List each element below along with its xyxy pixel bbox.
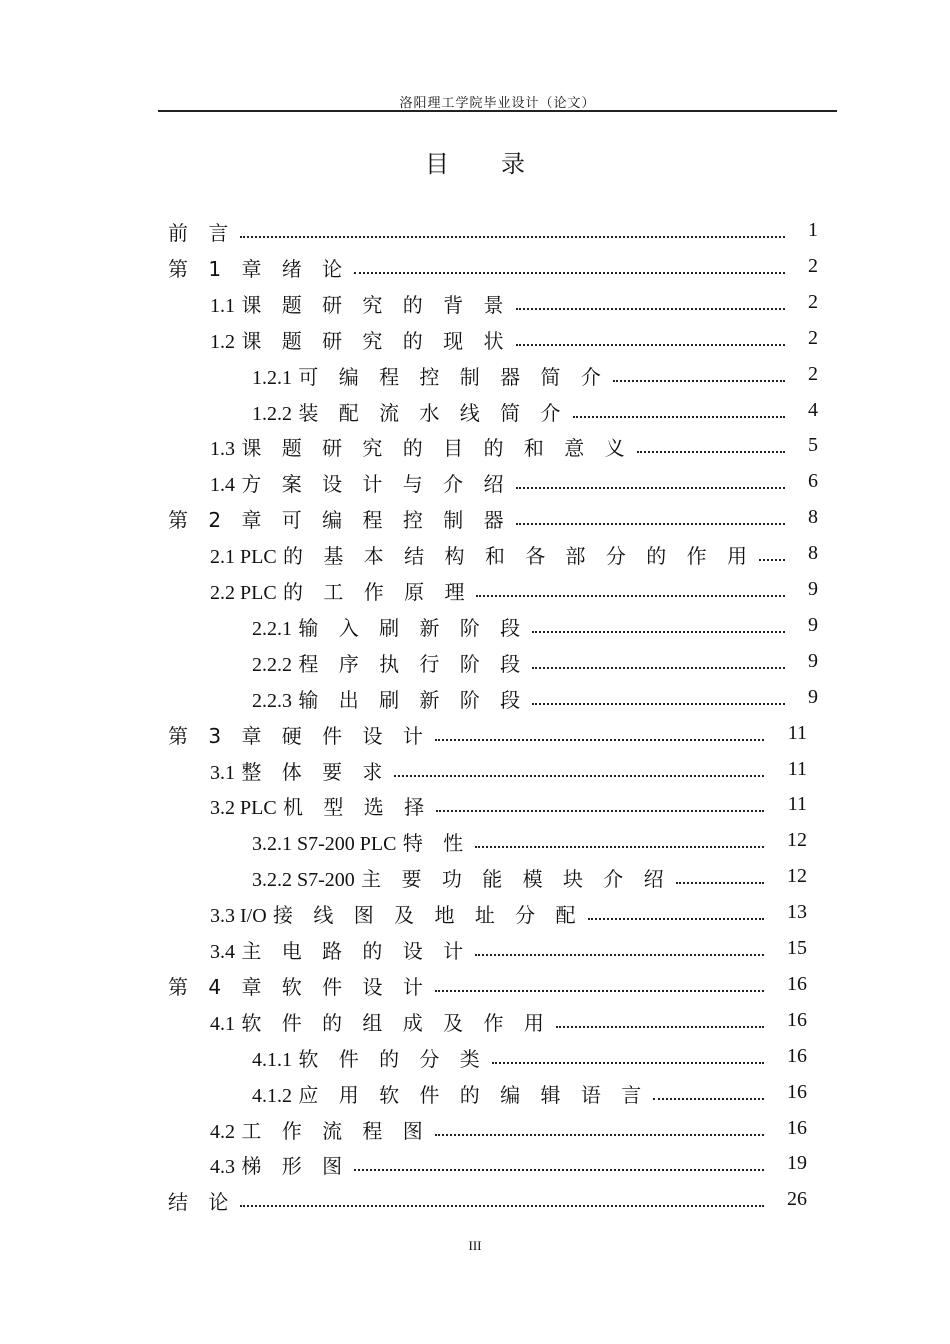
- toc-entry-label: [210, 540, 747, 569]
- header-rule: [158, 110, 837, 112]
- toc-entry[interactable]: [0, 1039, 950, 1075]
- toc-entry-number: 4.1: [210, 1012, 235, 1035]
- toc-leader-dots: [516, 344, 785, 346]
- toc-entry[interactable]: [0, 967, 950, 1003]
- toc-entry[interactable]: [0, 464, 950, 500]
- toc-entry-label: [252, 612, 520, 641]
- toc-entry-number: 1.1: [210, 294, 235, 317]
- toc-entry-label: [252, 863, 664, 892]
- toc-entry-page: 9: [808, 613, 818, 636]
- toc-entry-text: 输 出 刷 新 阶 段: [298, 687, 521, 712]
- toc-entry-text: 软 件 的 分 类: [298, 1046, 480, 1071]
- toc-entry-page: 11: [787, 793, 807, 816]
- toc-leader-dots: [436, 810, 764, 812]
- toc-entry-page: 16: [787, 1044, 807, 1067]
- toc-leader-dots: [532, 631, 785, 633]
- toc-entry[interactable]: [0, 285, 950, 321]
- toc-entry-page: 5: [808, 434, 818, 457]
- toc-entry-number: 3.2.1 S7-200 PLC: [252, 833, 397, 856]
- toc-entry-label: [168, 971, 423, 1000]
- toc-leader-dots: [532, 667, 785, 669]
- toc-entry-text: 梯 形 图: [241, 1154, 343, 1179]
- toc-entry-number: 2.2.3: [252, 689, 292, 712]
- toc-entry-number: 1.2.2: [252, 402, 292, 425]
- toc-entry-label: [252, 648, 520, 677]
- toc-leader-dots: [492, 1062, 764, 1064]
- toc-entry-text: 整 体 要 求: [241, 759, 383, 784]
- toc-leader-dots: [676, 882, 764, 884]
- toc-entry-label: [210, 1150, 342, 1179]
- toc-entry-label: [210, 432, 625, 461]
- toc-entry-page: 2: [808, 254, 818, 277]
- toc-entry-number: 1.4: [210, 474, 235, 497]
- toc-entry[interactable]: [0, 536, 950, 572]
- toc-entry-label: [210, 899, 576, 928]
- toc-entry-page: 2: [808, 362, 818, 385]
- toc-entry-number: 3.3 I/O: [210, 905, 267, 928]
- toc-leader-dots: [613, 380, 785, 382]
- toc-leader-dots: [759, 559, 785, 561]
- toc-leader-dots: [637, 451, 785, 453]
- toc-entry[interactable]: [0, 716, 950, 752]
- toc-entry-page: 4: [808, 398, 818, 421]
- toc-entry[interactable]: [0, 393, 950, 429]
- toc-entry-text: 第 2 章 可 编 程 控 制 器: [168, 508, 504, 533]
- toc-entry-text: 可 编 程 控 制 器 简 介: [298, 364, 601, 389]
- toc-entry-text: 程 序 执 行 阶 段: [298, 651, 521, 676]
- toc-entry-number: 4.1.1: [252, 1048, 292, 1071]
- toc-entry-page: 2: [808, 326, 818, 349]
- toc-leader-dots: [516, 523, 785, 525]
- toc-title-char-2: 录: [501, 150, 525, 178]
- toc-entry-text: 装 配 流 水 线 简 介: [298, 400, 561, 425]
- toc-entry[interactable]: [0, 249, 950, 285]
- toc-entry-label: [252, 827, 463, 856]
- toc-leader-dots: [476, 595, 785, 597]
- toc-entry-page: 11: [787, 721, 807, 744]
- toc-entry-text: 接 线 图 及 地 址 分 配: [273, 903, 576, 928]
- toc-entry[interactable]: [0, 500, 950, 536]
- toc-entry-number: 3.2 PLC: [210, 797, 277, 820]
- toc-leader-dots: [475, 954, 764, 956]
- toc-entry-number: 2.2.2: [252, 653, 292, 676]
- toc-entry-label: [252, 684, 520, 713]
- toc-entry-text: 输 入 刷 新 阶 段: [298, 615, 521, 640]
- toc-entry-number: 4.2: [210, 1120, 235, 1143]
- toc-entry[interactable]: [0, 321, 950, 357]
- toc-entry-page: 15: [787, 937, 807, 959]
- toc-entry[interactable]: [0, 895, 950, 931]
- toc-entry-text: 机 型 选 择: [283, 795, 425, 820]
- toc-leader-dots: [394, 775, 764, 777]
- toc-entry-text: 课 题 研 究 的 现 状: [241, 328, 504, 353]
- toc-entry-page: 2: [808, 290, 818, 313]
- toc-entry-label: [210, 935, 463, 964]
- toc-leader-dots: [354, 1169, 764, 1171]
- toc-entry-text: 主 电 路 的 设 计: [241, 939, 464, 963]
- toc-entry-number: 1.3: [210, 438, 235, 461]
- toc-entry-number: 2.1 PLC: [210, 546, 277, 569]
- toc-entry[interactable]: [0, 1075, 950, 1111]
- toc-entry-number: 2.2.1: [252, 617, 292, 640]
- page-number-footer: III: [468, 1238, 482, 1253]
- toc-leader-dots: [240, 236, 785, 238]
- toc-entry-page: 12: [787, 865, 807, 888]
- toc-entry[interactable]: [0, 357, 950, 393]
- toc-entry-label: [210, 791, 424, 820]
- toc-entry-text: 第 1 章 绪 论: [168, 256, 343, 281]
- toc-leader-dots: [435, 739, 764, 741]
- toc-entry[interactable]: [0, 931, 950, 967]
- toc-entry-page: 26: [787, 1188, 807, 1211]
- toc-entry-label: [252, 397, 561, 426]
- toc-entry-number: 3.2.2 S7-200: [252, 869, 355, 892]
- toc-entry-text: 第 4 章 软 件 设 计: [168, 974, 423, 999]
- toc-entry-page: 9: [808, 649, 818, 672]
- toc-entry-page: 11: [787, 757, 807, 780]
- toc-entry-page: 6: [808, 470, 818, 493]
- toc-entry[interactable]: [0, 1182, 950, 1218]
- toc-entry-label: [210, 576, 464, 605]
- toc-entry-label: [210, 1115, 423, 1144]
- toc-entry-page: 19: [787, 1152, 807, 1175]
- toc-entry[interactable]: [0, 572, 950, 608]
- toc-entry[interactable]: [0, 1003, 950, 1039]
- toc-entry-label: [168, 217, 228, 246]
- toc-leader-dots: [475, 846, 764, 848]
- toc-entry[interactable]: [0, 823, 950, 859]
- toc-entry-label: [210, 289, 504, 318]
- toc-leader-dots: [516, 487, 785, 489]
- toc-entry-number: 2.2 PLC: [210, 582, 277, 604]
- toc-entry[interactable]: [0, 1146, 950, 1182]
- toc-entry-text: 软 件 的 组 成 及 作 用: [241, 1010, 544, 1035]
- toc-entry[interactable]: [0, 680, 950, 716]
- toc-entry-text: 工 作 流 程 图: [241, 1118, 423, 1143]
- toc-entry-text: 的 基 本 结 构 和 各 部 分 的 作 用: [283, 544, 747, 569]
- toc-entry[interactable]: [0, 752, 950, 788]
- toc-entry-page: 16: [787, 1116, 807, 1139]
- toc-entry-text: 特 性: [402, 831, 464, 856]
- toc-entry-text: 应 用 软 件 的 编 辑 语 言: [298, 1082, 642, 1107]
- toc-entry-number: 3.1: [210, 761, 235, 784]
- toc-leader-dots: [573, 416, 785, 418]
- toc-entry-label: [252, 1043, 480, 1072]
- toc-entry-label: [252, 361, 601, 390]
- toc-entry-text: 方 案 设 计 与 介 绍: [241, 472, 504, 497]
- toc-entry-page: 13: [787, 901, 807, 924]
- toc-entry-page: 8: [808, 542, 818, 565]
- toc-entry-number: 3.4: [210, 941, 235, 963]
- toc-leader-dots: [653, 1098, 764, 1100]
- toc-entry-page: 16: [787, 1008, 807, 1031]
- toc-leader-dots: [532, 703, 785, 705]
- toc-entry-page: 16: [787, 1080, 807, 1103]
- page-header-title: 洛阳理工学院毕业设计（论文）: [399, 96, 596, 111]
- toc-entry-label: [210, 756, 382, 785]
- toc-entry-text: 结 论: [168, 1190, 229, 1215]
- toc-entry-label: [168, 504, 504, 533]
- toc-entry-page: 1: [808, 219, 818, 241]
- toc-entry[interactable]: [0, 428, 950, 464]
- toc-entry-page: 8: [808, 506, 818, 529]
- toc-leader-dots: [556, 1026, 764, 1028]
- toc-entry-page: 9: [808, 578, 818, 600]
- toc-entry-page: 9: [808, 685, 818, 708]
- toc-leader-dots: [240, 1205, 764, 1207]
- toc-entry[interactable]: [0, 859, 950, 895]
- toc-entry-label: [210, 325, 504, 354]
- toc-entry-label: [168, 1186, 228, 1215]
- toc-entry-number: 1.2.1: [252, 366, 292, 389]
- toc-leader-dots: [588, 918, 764, 920]
- toc-entry[interactable]: [0, 1111, 950, 1147]
- toc-entry-text: 第 3 章 硬 件 设 计: [168, 723, 423, 748]
- toc-entry-label: [210, 468, 504, 497]
- toc-entry-text: 课 题 研 究 的 目 的 和 意 义: [241, 436, 625, 461]
- toc-entry-number: 1.2: [210, 330, 235, 353]
- toc-entry[interactable]: [0, 608, 950, 644]
- toc-entry-label: [168, 720, 423, 749]
- toc-entry-label: [252, 1079, 641, 1108]
- toc-entry-text: 前 言: [168, 221, 229, 245]
- toc-entry[interactable]: [0, 787, 950, 823]
- toc-entry-label: [210, 1007, 544, 1036]
- toc-leader-dots: [435, 990, 764, 992]
- toc-entry-page: 16: [787, 972, 807, 995]
- toc-entry[interactable]: [0, 644, 950, 680]
- toc-leader-dots: [354, 272, 785, 274]
- toc-entry-label: [168, 253, 342, 282]
- toc-entry-page: 12: [787, 829, 807, 852]
- toc-entry[interactable]: [0, 213, 950, 249]
- toc-title-char-1: 目: [425, 150, 449, 178]
- toc-entry-text: 主 要 功 能 模 块 介 绍: [361, 867, 664, 892]
- toc-leader-dots: [516, 308, 785, 310]
- toc-entry-number: 4.3: [210, 1156, 235, 1179]
- toc-title: [0, 144, 950, 179]
- toc-entry-text: 的 工 作 原 理: [283, 580, 465, 604]
- toc-leader-dots: [435, 1134, 764, 1136]
- toc-entry-text: 课 题 研 究 的 背 景: [241, 292, 504, 317]
- toc-entry-number: 4.1.2: [252, 1084, 292, 1107]
